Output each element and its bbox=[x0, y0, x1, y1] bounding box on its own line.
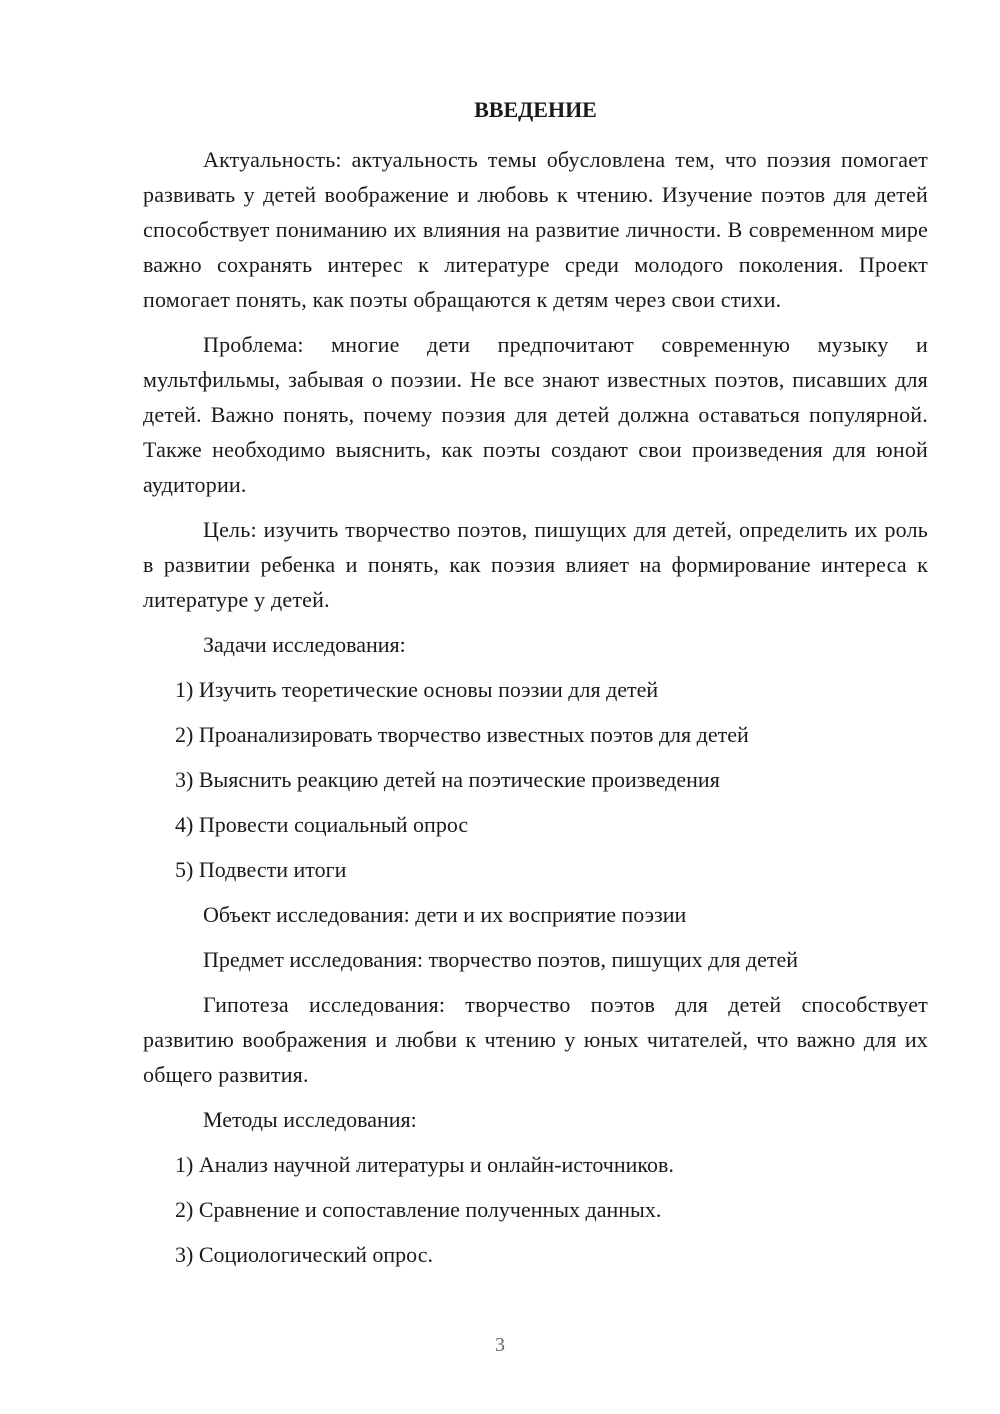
task-item-4: 4) Провести социальный опрос bbox=[175, 812, 469, 837]
method-item-2: 2) Сравнение и сопоставление полученных данных. bbox=[175, 1197, 662, 1222]
research-subject: Предмет исследования: творчество поэтов, пишущих для детей bbox=[203, 947, 799, 972]
hypothesis-paragraph: Гипотеза исследования: творчество поэтов для детей способствует развитию воображения и любви к чтению у юных читателей, что важно для их общего развития. bbox=[143, 992, 928, 1087]
page-number: 3 bbox=[495, 1334, 505, 1356]
problem-paragraph: Проблема: многие дети предпочитают современную музыку и мультфильмы, забывая о поэзии. Не все знают известных поэтов, писавших для детей. Важно понять, почему поэзия для детей должна оставаться популярной. Также необходимо выяснить, как поэты создают свои произведения для юной аудитории. bbox=[143, 332, 928, 497]
document-page bbox=[143, 92, 928, 1282]
section-title: ВВЕДЕНИЕ bbox=[474, 97, 597, 122]
task-item-2: 2) Проанализировать творчество известных поэтов для детей bbox=[175, 722, 749, 747]
tasks-label: Задачи исследования: bbox=[203, 632, 406, 657]
method-item-3: 3) Социологический опрос. bbox=[175, 1242, 433, 1267]
goal-paragraph: Цель: изучить творчество поэтов, пишущих для детей, определить их роль в развитии ребенка и понять, как поэзия влияет на формирование интереса к литературе у детей. bbox=[143, 517, 928, 612]
method-item-1: 1) Анализ научной литературы и онлайн-источников. bbox=[175, 1152, 674, 1177]
task-item-5: 5) Подвести итоги bbox=[175, 857, 347, 882]
research-object: Объект исследования: дети и их восприятие поэзии bbox=[203, 902, 687, 927]
task-item-1: 1) Изучить теоретические основы поэзии для детей bbox=[175, 677, 659, 702]
actuality-paragraph: Актуальность: актуальность темы обусловлена тем, что поэзия помогает развивать у детей воображение и любовь к чтению. Изучение поэтов для детей способствует пониманию их влияния на развитие личности. В современном мире важно сохранять интерес к литературе среди молодого поколения. Проект помогает понять, как поэты обращаются к детям через свои стихи. bbox=[143, 147, 928, 312]
task-item-3: 3) Выяснить реакцию детей на поэтические произведения bbox=[175, 767, 720, 792]
methods-label: Методы исследования: bbox=[203, 1107, 417, 1132]
